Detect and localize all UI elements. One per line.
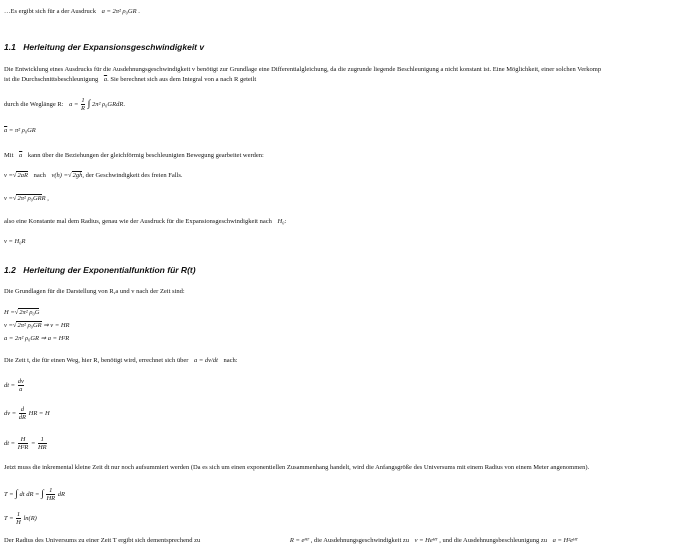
abar-rhs: = π² ρ₀GR [8, 127, 36, 134]
paragraph-4-text: also eine Konstante mal dem Radius, genau wie der Ausdruck für die Expansionsgeschwindigkeit nach [4, 218, 272, 225]
abar-symbol-2: $\overline{a}$ [19, 152, 23, 159]
paragraph-8-text-b: , die Ausdehnungsgeschwindigkeit zu [310, 537, 410, 544]
dt2-den: H²R [17, 444, 29, 451]
weglaenge-frac-den: R [80, 105, 85, 112]
v-eq-end: , der Geschwindigkeit des freien Falls. [82, 172, 183, 179]
dt1-lhs: dt = [4, 381, 16, 389]
intro-line [4, 8, 140, 16]
paragraph-6-end: nach: [223, 357, 238, 364]
dv-fraction [19, 406, 26, 421]
T1-num: 1 [46, 487, 55, 495]
T1-a: dt dR = [19, 490, 40, 498]
T1-fraction [46, 487, 55, 502]
T2-num: 1 [16, 511, 21, 518]
paragraph-3-text-a: Mit [4, 152, 14, 159]
dt2-den2: HR [37, 444, 47, 451]
grundlage-2: v =√2π² ρ₀GR ⇒ v = HR [4, 322, 70, 329]
paragraph-8-math-1: R = eᴴᵀ [289, 537, 310, 544]
v2-sqrt: 2π² ρ₀GR [17, 195, 42, 202]
intro-text: …Es ergibt sich für a der Ausdruck [4, 8, 96, 15]
dt2-lhs: dt = [4, 439, 16, 447]
paragraph-2-text-a: ist die Durchschnittsbeschleunigung [4, 76, 99, 83]
dt1-num: dv [17, 378, 24, 385]
v2-end: R , [41, 195, 49, 202]
v2-equation: v =√2π² ρ₀GRR , [4, 195, 49, 202]
v-eq-mid: nach [33, 172, 46, 179]
section-heading-2 [4, 265, 196, 275]
T-equation-1 [4, 487, 65, 502]
dt2-fraction-1 [18, 436, 29, 451]
section-title-2: Herleitung der Exponentialfunktion für R(t) [23, 265, 196, 275]
paragraph-6 [4, 357, 238, 365]
paragraph-7: Jetzt muss die inkremental kleine Zeit dt nur noch aufsummiert werden (Da es sich um einen exponentiellen Zusammenhang handelt, wird die Anfangsgröße des Universums mit einem Radius von einem Meter angenommen). [4, 464, 590, 471]
paragraph-1: Die Entwicklung eines Ausdrucks für die Ausdehnungsgeschwindigkeit v benötigt zur Grundlage eine Differentialgleichung, da die zugrunde liegende Beschleunigung a nicht konstant ist. Eine Möglichkeit, einer solchen Verkomp [4, 66, 602, 73]
v-eq-lhs: v = [4, 172, 13, 179]
intro-end: . [138, 8, 140, 15]
abar-symbol: $\overline{a}$ [103, 76, 108, 83]
dt2-num2: 1 [38, 436, 47, 444]
integral-sign-2: ∫ [15, 488, 18, 500]
dv-num: d [20, 406, 25, 413]
weglaenge-line [4, 97, 125, 112]
weglaenge-lhs: a = [69, 100, 79, 108]
dv-den: dR [18, 414, 27, 421]
v-eq-sqrt2: 2gh [72, 172, 83, 179]
v-eq-math2: v(h) = [51, 172, 68, 179]
paragraph-3-text-b: kann über die Beziehungen der gleichförmig beschleunigten Bewegung gearbeitet werden: [27, 152, 264, 159]
T2-den: H [16, 519, 21, 526]
section-number-2: 1.2 [4, 265, 16, 275]
paragraph-8-text-c: , und die Ausdehnungsbeschleunigung zu [439, 537, 547, 544]
paragraph-6-text: Die Zeit t, die für einen Weg, hier R, benötigt wird, errechnet sich über [4, 357, 189, 364]
dt2-eq: = [30, 439, 36, 447]
g2-lhs: v = [4, 322, 13, 329]
weglaenge-label: durch die Weglänge R: [4, 100, 64, 108]
g2-sqrt: 2π² ρ₀GR [17, 322, 42, 329]
dv-rhs: HR = H [28, 409, 50, 417]
grundlage-3: a = 2π² ρ₀GR ⇒ a = H²R [4, 335, 70, 342]
section-number-1: 1.1 [4, 42, 16, 52]
section-title-1: Herleitung der Expansionsgeschwindigkeit v [23, 42, 205, 52]
dv-lhs: dv = [4, 409, 17, 417]
dt-equation-2 [4, 436, 48, 451]
weglaenge-integrand: 2π² ρ₀GRdR [91, 100, 124, 108]
dt1-fraction [18, 378, 24, 393]
dv-equation [4, 406, 50, 421]
abar-lhs: $\overline{a}$ [4, 127, 8, 134]
integral-sign-3: ∫ [41, 488, 44, 500]
v-eq-sqrt: 2aR [17, 172, 28, 179]
T1-den: HR [46, 495, 56, 502]
weglaenge-fraction [81, 97, 85, 112]
paragraph-6-math: a = dv/dt [194, 357, 218, 364]
T2-lhs: T = [4, 514, 14, 522]
paragraph-8-text-a: Der Radius des Universums zu einer Zeit T ergibt sich dementsprechend zu [4, 537, 201, 544]
paragraph-3 [4, 152, 264, 160]
v-equation-line: v =√2aR nach v(h) =√2gh, der Geschwindigkeit des freien Falls. [4, 172, 183, 179]
paragraph-4-end: : [284, 218, 287, 225]
paragraph-5: Die Grundlagen für die Darstellung von R,a und v nach der Zeit sind: [4, 288, 185, 295]
paragraph-8-math-2: v = Heᴴᵀ [414, 537, 438, 544]
v2-lhs: v = [4, 195, 13, 202]
weglaenge-frac-num: 1 [81, 97, 85, 104]
weglaenge-end: . [123, 100, 125, 108]
T-equation-2 [4, 511, 37, 526]
T1-end: dR [57, 490, 65, 498]
T2-end: ln(R) [23, 514, 37, 522]
dt2-fraction-2 [38, 436, 47, 451]
paragraph-8-math-3: a = H²eᴴᵀ [552, 537, 578, 544]
g2-rhs: ⇒ v = HR [43, 322, 70, 329]
paragraph-4 [4, 218, 286, 226]
v3-equation: v = H₀R [4, 238, 26, 245]
paragraph-2-text-b: . Sie berechnet sich aus dem Integral von a nach R geteilt [107, 76, 257, 83]
section-heading-1 [4, 42, 204, 52]
integral-sign: ∫ [87, 98, 91, 110]
dt1-den: a [19, 386, 23, 393]
grundlage-1: H =√2π² ρ₀G [4, 309, 40, 316]
intro-formula: a = 2π² ρ₀GR [101, 8, 137, 15]
g1-sqrt: 2π² ρ₀G [19, 309, 40, 316]
g1-lhs: H = [4, 309, 15, 316]
abar-equation [4, 127, 36, 135]
paragraph-4-math: H₀ [277, 218, 285, 225]
paragraph-2 [4, 76, 256, 84]
T1-lhs: T = [4, 490, 14, 498]
dt-equation-1 [4, 378, 25, 393]
paragraph-8 [4, 537, 578, 545]
T2-fraction [16, 511, 21, 526]
dt2-num: H [18, 436, 29, 444]
